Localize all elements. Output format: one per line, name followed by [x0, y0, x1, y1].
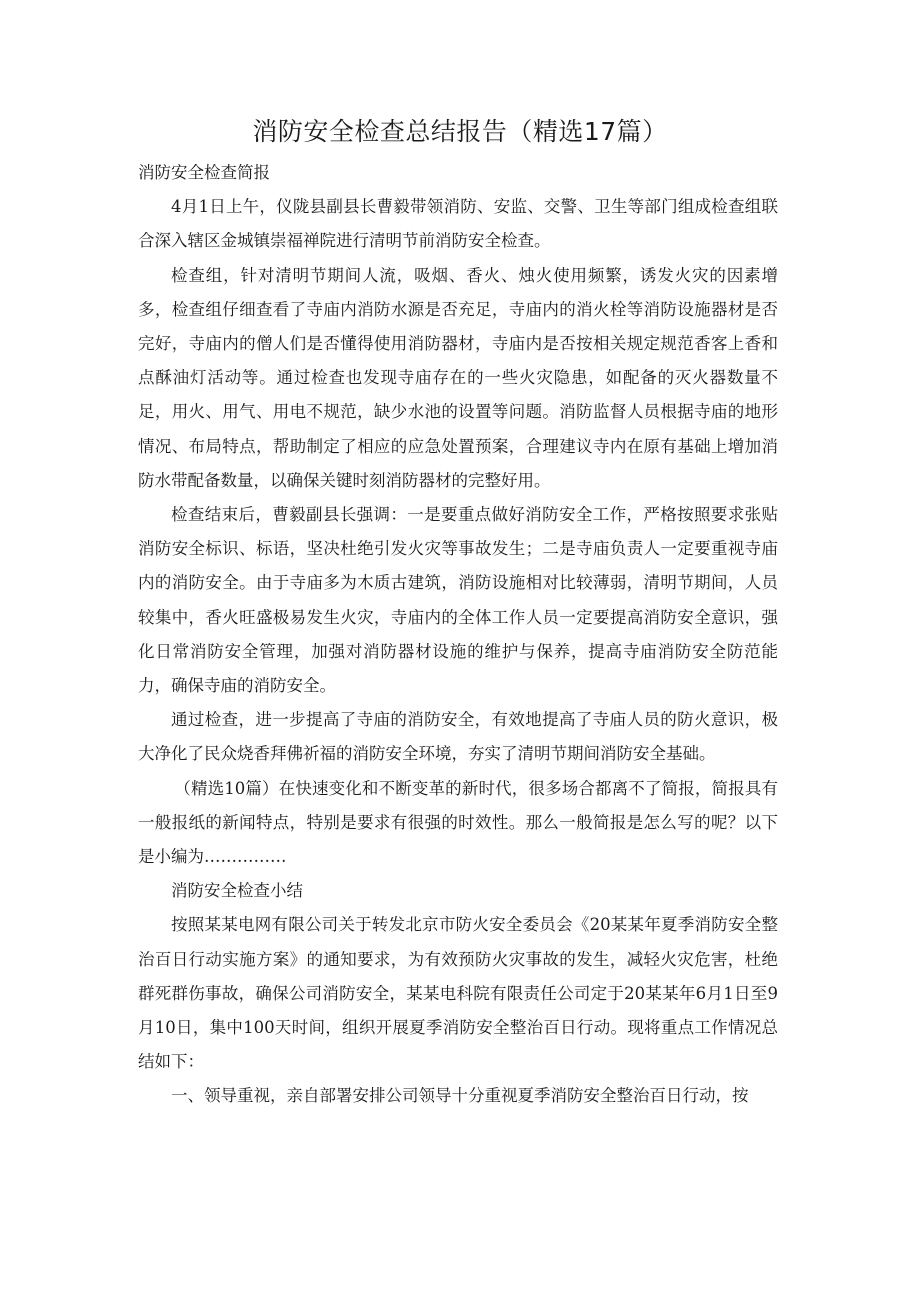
paragraph-inspection-details: 检查组，针对清明节期间人流，吸烟、香火、烛火使用频繁，诱发火灾的因素增多，检查组仔细查看了寺庙内消防水源是否充足，寺庙内的消火栓等消防设施器材是否完好，寺庙内的僧人们是否懂得使用消防器材，寺庙内是否按相关规定规范香客上香和点酥油灯活动等。通过检查也发现寺庙存在的一些火灾隐患，如配备的灭火器数量不足，用火、用气、用电不规范，缺少水池的设置等问题。消防监督人员根据寺庙的地形情况、布局特点，帮助制定了相应的应急处置预案，合理建议寺内在原有基础上增加消防水带配备数量，以确保关键时刻消防器材的完整好用。: [138, 265, 778, 490]
paragraph-briefing-note: （精选10篇）在快速变化和不断变革的新时代，很多场合都离不了简报，简报具有一般报纸的新闻特点，特别是要求有很强的时效性。那么一般简报是怎么写的呢？以下是小编为……………: [138, 778, 778, 867]
paragraph-inspection-result: 通过检查，进一步提高了寺庙的消防安全，有效地提高了寺庙人员的防火意识，极大净化了民众烧香拜佛祈福的消防安全环境，夯实了清明节期间消防安全基础。: [138, 710, 778, 764]
document-body: [138, 156, 778, 1114]
paragraph-inspection-conclusion: 检查结束后，曹毅副县长强调：一是要重点做好消防安全工作，严格按照要求张贴消防安全标识、标语，坚决杜绝引发火灾等事故发生；二是寺庙负责人一定要重视寺庙内的消防安全。由于寺庙多为木质古建筑，消防设施相对比较薄弱，清明节期间，人员较集中，香火旺盛极易发生火灾，寺庙内的全体工作人员一定要提高消防安全意识，强化日常消防安全管理，加强对消防器材设施的维护与保养，提高寺庙消防安全防范能力，确保寺庙的消防安全。: [138, 505, 778, 696]
section-heading-briefing: 消防安全检查简报: [138, 163, 270, 182]
paragraph-leadership: 一、领导重视，亲自部署安排公司领导十分重视夏季消防安全整治百日行动，按: [171, 1086, 749, 1106]
paragraph-summary-intro: 按照某某电网有限公司关于转发北京市防火安全委员会《20某某年夏季消防安全整治百日行动实施方案》的通知要求，为有效预防火灾事故的发生，减轻火灾危害，杜绝群死群伤事故，确保公司消防安全，某某电科院有限责任公司定于20某某年6月1日至9月10日，集中100天时间，组织开展夏季消防安全整治百日行动。现将重点工作情况总结如下：: [138, 915, 778, 1072]
document-title: 消防安全检查总结报告（精选17篇）: [252, 117, 668, 146]
paragraph-inspection-intro: 4月1日上午，仪陇县副县长曹毅带领消防、安监、交警、卫生等部门组成检查组联合深入辖区金城镇崇福禅院进行清明节前消防安全检查。: [138, 197, 778, 251]
section-heading-summary: 消防安全检查小结: [171, 881, 303, 901]
